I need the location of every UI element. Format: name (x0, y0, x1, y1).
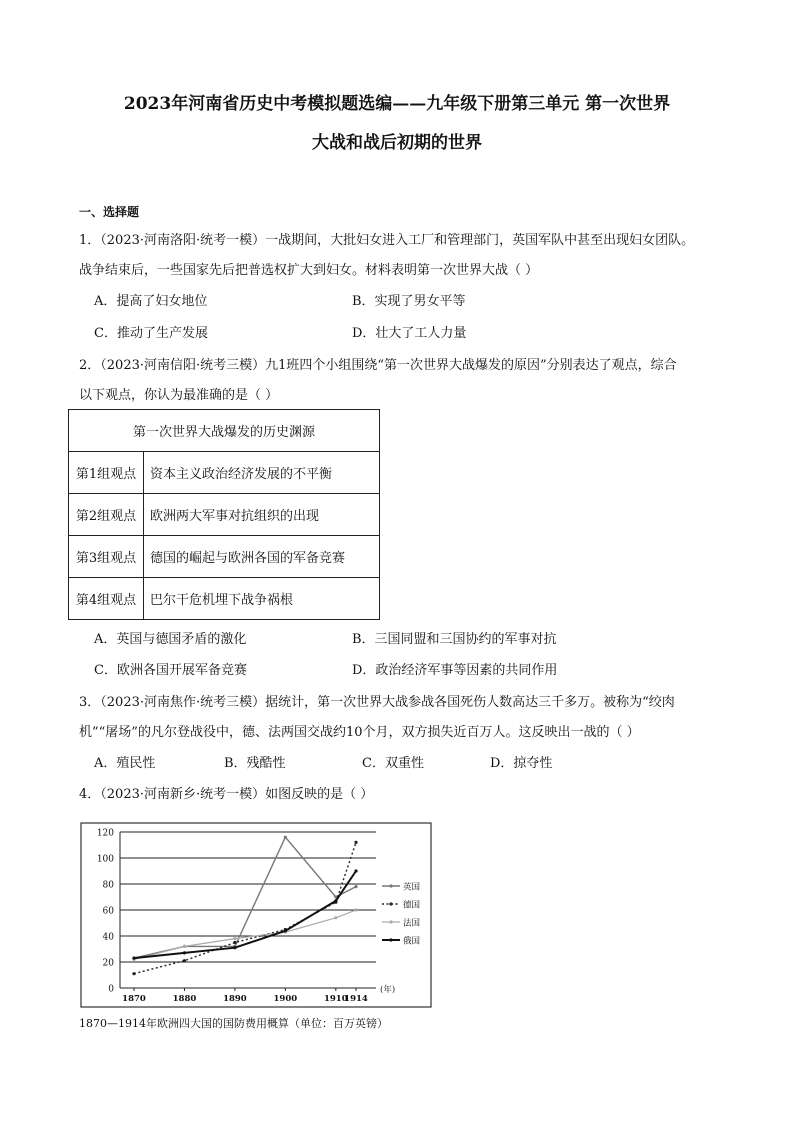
x-tick-label: 1890 (223, 994, 247, 1004)
y-tick-label: 40 (102, 932, 114, 943)
data-point (354, 908, 357, 911)
y-tick-label: 100 (96, 854, 114, 865)
table-row-label: 第3组观点 (69, 536, 144, 578)
data-point (354, 841, 357, 844)
data-point (132, 972, 135, 975)
table-row (69, 452, 380, 494)
data-point (354, 885, 357, 888)
q2-stem-line-1: 2．（2023·河南信阳·统考三模）九1班四个小组围绕“第一次世界大战爆发的原因”分别表达了观点，综合 (79, 358, 677, 373)
data-point (233, 946, 236, 949)
q1-option-b[interactable]: B．实现了男女平等 (352, 294, 466, 309)
q3-option-d[interactable]: D．掠夺性 (490, 756, 553, 771)
q2-table-header: 第一次世界大战爆发的历史渊源 (69, 410, 380, 452)
y-tick-label: 0 (108, 984, 114, 995)
x-tick-label: 1910 (323, 994, 348, 1004)
q1-stem-line-2: 战争结束后，一些国家先后把普选权扩大到妇女。材料表明第一次世界大战（ ） (79, 263, 539, 278)
x-tick-label: 1880 (172, 994, 197, 1004)
legend-label: 英国 (403, 882, 421, 893)
legend-marker (389, 902, 392, 905)
table-row-text: 资本主义政治经济发展的不平衡 (144, 452, 380, 494)
data-point (183, 945, 186, 948)
page-title-line-1: 2023年河南省历史中考模拟题选编——九年级下册第三单元 第一次世界 (123, 94, 671, 114)
table-row-label: 第4组观点 (69, 578, 144, 620)
table-row-text: 巴尔干危机埋下战争祸根 (144, 578, 380, 620)
q1-option-a[interactable]: A．提高了妇女地位 (94, 294, 208, 309)
series-line (134, 837, 356, 958)
section-title: 一、选择题 (79, 205, 140, 219)
x-tick-label: 1900 (273, 994, 298, 1004)
data-point (354, 869, 357, 872)
q1-option-c[interactable]: C．推动了生产发展 (94, 326, 208, 341)
data-point (233, 941, 236, 944)
table-row-text: 德国的崛起与欧洲各国的军备竞赛 (144, 536, 380, 578)
table-row-text: 欧洲两大军事对抗组织的出现 (144, 494, 380, 536)
legend-marker (389, 884, 392, 887)
q4-stem-line-1: 4．（2023·河南新乡·统考一模）如图反映的是（ ） (79, 787, 374, 802)
q2-table (68, 409, 380, 620)
q1-option-d[interactable]: D．壮大了工人力量 (352, 326, 467, 341)
chart-frame (81, 823, 431, 1007)
x-unit-label: (年) (380, 985, 396, 995)
series-line (134, 910, 356, 959)
x-tick-label: 1870 (122, 994, 146, 1004)
page-title-line-2: 大战和战后初期的世界 (312, 133, 482, 153)
data-point (284, 929, 287, 932)
table-row (69, 578, 380, 620)
legend-marker (389, 920, 392, 923)
q3-stem-line-2: 机”“屠场”的凡尔登战役中，德、法两国交战约10个月，双方损失近百万人。这反映出一战的（ ） (79, 725, 640, 740)
data-point (284, 836, 287, 839)
q1-stem-line-1: 1．（2023·河南洛阳·统考一模）一战期间，大批妇女进入工厂和管理部门，英国军队中甚至出现妇女团队。 (79, 233, 695, 248)
legend-label: 德国 (403, 900, 421, 911)
data-point (183, 951, 186, 954)
y-tick-label: 120 (96, 828, 114, 839)
q3-stem-line-1: 3．（2023·河南焦作·统考三模）据统计，第一次世界大战参战各国死伤人数高达三千多万。被称为“绞肉 (79, 695, 675, 710)
q3-option-c[interactable]: C．双重性 (362, 756, 424, 771)
data-point (183, 959, 186, 962)
table-row-label: 第2组观点 (69, 494, 144, 536)
y-tick-label: 20 (102, 958, 114, 969)
q2-stem-line-2: 以下观点，你认为最准确的是（ ） (79, 388, 279, 403)
q2-option-a[interactable]: A．英国与德国矛盾的激化 (94, 632, 247, 647)
x-tick-label: 1914 (344, 994, 368, 1004)
y-tick-label: 60 (102, 906, 114, 917)
table-row (69, 494, 380, 536)
q2-option-c[interactable]: C．欧洲各国开展军备竞赛 (94, 663, 247, 678)
legend-label: 俄国 (403, 936, 421, 947)
q2-option-b[interactable]: B．三国同盟和三国协约的军事对抗 (352, 632, 557, 647)
data-point (334, 916, 337, 919)
q2-option-d[interactable]: D．政治经济军事等因素的共同作用 (352, 663, 558, 678)
data-point (334, 899, 337, 902)
legend-marker (389, 938, 392, 941)
data-point (233, 937, 236, 940)
table-row-label: 第1组观点 (69, 452, 144, 494)
defense-spending-chart (80, 822, 432, 1008)
q3-option-b[interactable]: B．残酷性 (224, 756, 286, 771)
chart-caption: 1870—1914年欧洲四大国的国防费用概算（单位：百万英镑） (79, 1017, 388, 1030)
data-point (132, 957, 135, 960)
legend-label: 法国 (403, 918, 421, 929)
y-tick-label: 80 (102, 880, 114, 891)
q3-option-a[interactable]: A．殖民性 (94, 756, 156, 771)
table-row (69, 536, 380, 578)
